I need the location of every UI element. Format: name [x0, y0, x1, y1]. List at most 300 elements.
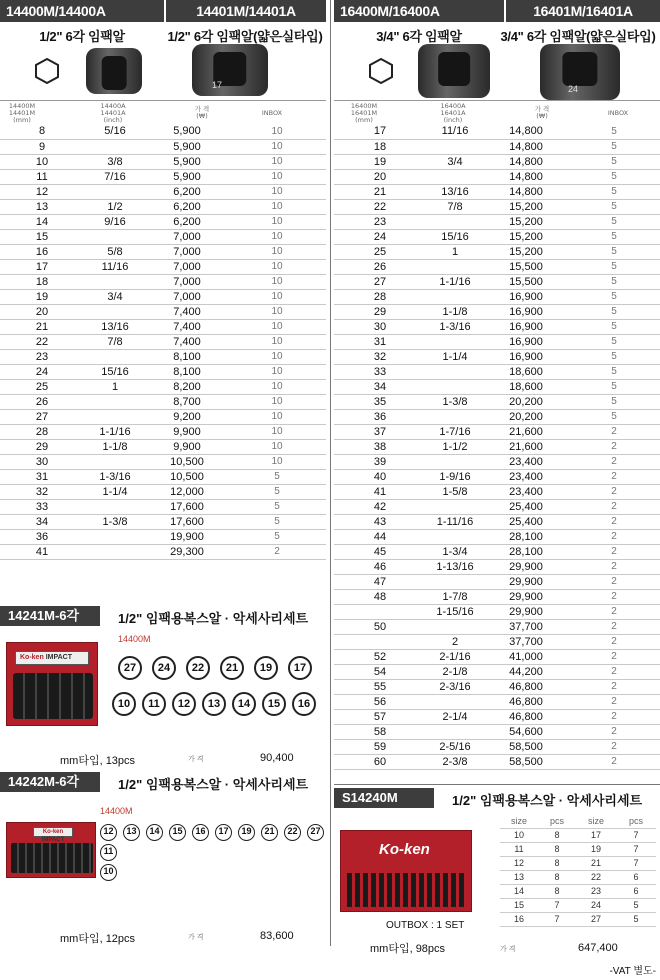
table-row [334, 589, 660, 604]
price-cell: 16,900 [484, 304, 568, 319]
price-cell: 15,500 [484, 259, 568, 274]
price-cell: 8,100 [146, 349, 228, 364]
table-row [0, 364, 326, 379]
set2-case-image [6, 822, 96, 878]
inbox-cell: 10 [228, 319, 326, 334]
table-row [0, 529, 326, 544]
inbox-cell: 5 [568, 124, 660, 139]
table-row [334, 649, 660, 664]
table-row [0, 409, 326, 424]
size-mm-cell: 13 [0, 199, 84, 214]
set3-price-label: 가 격 [500, 946, 516, 953]
right-header-16400: 16400M/16400A [334, 0, 504, 22]
pcs-cell: 7 [616, 856, 656, 870]
table-row [0, 439, 326, 454]
size-inch-cell: 1-7/16 [426, 424, 484, 439]
size-mm-cell: 22 [334, 199, 426, 214]
size-mm-cell: 34 [0, 514, 84, 529]
size-inch-cell [84, 499, 146, 514]
pcs-cell: 8 [538, 884, 576, 898]
size-mm-cell: 47 [334, 574, 426, 589]
set1-price-label: 가 격 [188, 756, 204, 763]
inbox-cell: 5 [228, 484, 326, 499]
table-row [334, 169, 660, 184]
size-mm-cell: 26 [334, 259, 426, 274]
table-row [334, 454, 660, 469]
size-cell: 15 [500, 898, 538, 912]
table-row [0, 514, 326, 529]
table-row [334, 499, 660, 514]
size-mm-cell: 26 [0, 394, 84, 409]
size-mm-cell: 20 [0, 304, 84, 319]
size-inch-cell [84, 529, 146, 544]
size-mm-cell: 37 [334, 424, 426, 439]
socket-size-badge: 14 [232, 692, 256, 716]
price-cell: 16,900 [484, 289, 568, 304]
inbox-cell: 2 [568, 709, 660, 724]
size-mm-cell: 41 [0, 544, 84, 559]
price-cell: 7,000 [146, 274, 228, 289]
size-inch-cell [84, 394, 146, 409]
set1-case-image [6, 642, 98, 726]
table-row [0, 469, 326, 484]
size-mm-cell: 24 [334, 229, 426, 244]
set3-title: 1/2" 임팩용복스알 · 악세사리세트 [452, 793, 643, 808]
socket-size-badge: 19 [238, 824, 255, 841]
size-inch-cell: 1-9/16 [426, 469, 484, 484]
price-cell: 6,200 [146, 184, 228, 199]
inbox-cell: 10 [228, 409, 326, 424]
inbox-cell: 10 [228, 259, 326, 274]
pcs-cell: 7 [538, 912, 576, 926]
inbox-cell: 10 [228, 394, 326, 409]
brand-label: Ko-ken IMPACT [33, 827, 73, 837]
socket-size-badge: 27 [118, 656, 142, 680]
price-cell: 29,900 [484, 604, 568, 619]
price-cell: 46,800 [484, 709, 568, 724]
socket-size-badge: 10 [112, 692, 136, 716]
price-cell: 14,800 [484, 184, 568, 199]
socket-size-badge: 19 [254, 656, 278, 680]
inbox-cell: 5 [228, 499, 326, 514]
price-cell: 5,900 [146, 124, 228, 139]
table-row [0, 169, 326, 184]
size-inch-cell [426, 289, 484, 304]
inbox-cell: 5 [568, 139, 660, 154]
size-inch-cell: 2-3/16 [426, 679, 484, 694]
inbox-cell: 2 [568, 424, 660, 439]
size-mm-cell: 21 [334, 184, 426, 199]
inbox-cell: 10 [228, 349, 326, 364]
socket-size-badge: 17 [215, 824, 232, 841]
size-inch-cell: 1-1/4 [426, 349, 484, 364]
inbox-cell: 10 [228, 424, 326, 439]
set3-price: 647,400 [578, 942, 618, 954]
table-row [0, 244, 326, 259]
size-mm-cell: 32 [0, 484, 84, 499]
size-cell: 12 [500, 856, 538, 870]
size-mm-cell: 12 [0, 184, 84, 199]
table-row [500, 898, 656, 912]
size-inch-cell: 11/16 [426, 124, 484, 139]
price-cell: 5,900 [146, 139, 228, 154]
inbox-cell: 5 [568, 304, 660, 319]
size-inch-cell: 15/16 [84, 364, 146, 379]
price-cell: 15,500 [484, 274, 568, 289]
set2-code: 14242M-6각 [0, 772, 100, 792]
table-row [0, 289, 326, 304]
table-row [334, 634, 660, 649]
size-inch-cell: 1/2 [84, 199, 146, 214]
size-mm-cell: 27 [334, 274, 426, 289]
size-inch-cell: 2-1/8 [426, 664, 484, 679]
size-cell: 13 [500, 870, 538, 884]
price-cell: 58,500 [484, 739, 568, 754]
table-row [334, 334, 660, 349]
price-cell: 25,400 [484, 514, 568, 529]
size-cell: 16 [500, 912, 538, 926]
size-mm-cell: 9 [0, 139, 84, 154]
size-inch-cell: 1-3/16 [426, 319, 484, 334]
price-cell: 14,800 [484, 154, 568, 169]
size-mm-cell: 28 [0, 424, 84, 439]
inbox-cell: 2 [568, 589, 660, 604]
price-cell: 20,200 [484, 394, 568, 409]
table-row [334, 304, 660, 319]
table-row [0, 334, 326, 349]
inbox-cell: 2 [568, 739, 660, 754]
set1-code: 14241M-6각 [0, 606, 100, 626]
table-row [334, 529, 660, 544]
price-cell: 28,100 [484, 544, 568, 559]
left-header-14400: 14400M/14400A [0, 0, 164, 22]
socket-image-14400 [86, 48, 142, 94]
inbox-cell: 10 [228, 229, 326, 244]
size-mm-cell: 57 [334, 709, 426, 724]
size-cell: 23 [576, 884, 616, 898]
inbox-cell: 10 [228, 364, 326, 379]
size-inch-cell: 3/4 [84, 289, 146, 304]
table-row [0, 319, 326, 334]
size-inch-cell [426, 409, 484, 424]
inbox-cell: 5 [568, 229, 660, 244]
table-row [334, 424, 660, 439]
size-inch-cell [426, 214, 484, 229]
size-mm-cell: 45 [334, 544, 426, 559]
hexagon-icon [34, 58, 60, 84]
size-inch-cell [426, 259, 484, 274]
left-header-14401: 14401M/14401A [166, 0, 326, 22]
size-mm-cell: 24 [0, 364, 84, 379]
price-cell: 23,400 [484, 454, 568, 469]
inbox-cell: 2 [568, 619, 660, 634]
table-row [334, 289, 660, 304]
set1-model: 14400M [118, 634, 151, 644]
hexagon-icon [368, 58, 394, 84]
size-inch-cell: 1-3/8 [84, 514, 146, 529]
price-cell: 23,400 [484, 469, 568, 484]
table-row [0, 184, 326, 199]
price-cell: 29,900 [484, 589, 568, 604]
size-mm-cell: 50 [334, 619, 426, 634]
price-cell: 29,900 [484, 574, 568, 589]
size-inch-cell: 2 [426, 634, 484, 649]
inbox-cell: 10 [228, 184, 326, 199]
size-inch-cell: 15/16 [426, 229, 484, 244]
pcs-cell: 8 [538, 856, 576, 870]
table-row [0, 544, 326, 559]
price-cell: 7,000 [146, 229, 228, 244]
size-inch-cell: 2-1/4 [426, 709, 484, 724]
size-inch-cell: 1-15/16 [426, 604, 484, 619]
size-mm-cell: 18 [334, 139, 426, 154]
inbox-cell: 10 [228, 289, 326, 304]
price-cell: 19,900 [146, 529, 228, 544]
inbox-cell: 5 [568, 199, 660, 214]
socket-size-badge: 14 [146, 824, 163, 841]
table-row [334, 709, 660, 724]
inbox-cell: 2 [568, 514, 660, 529]
table-row [334, 124, 660, 139]
inbox-cell: 2 [228, 544, 326, 559]
price-cell: 23,400 [484, 484, 568, 499]
pcs-cell: 8 [538, 828, 576, 842]
table-row [334, 244, 660, 259]
inbox-cell: 10 [228, 274, 326, 289]
price-cell: 58,500 [484, 754, 568, 769]
size-inch-cell: 1-11/16 [426, 514, 484, 529]
inbox-cell: 2 [568, 754, 660, 769]
price-cell: 17,600 [146, 499, 228, 514]
size-inch-cell: 13/16 [426, 184, 484, 199]
size-inch-cell: 1-5/8 [426, 484, 484, 499]
size-inch-cell [84, 349, 146, 364]
size-inch-cell: 1-1/8 [426, 304, 484, 319]
size-mm-cell: 14 [0, 214, 84, 229]
size-mm-cell [334, 634, 426, 649]
price-cell: 7,400 [146, 319, 228, 334]
table-row [500, 870, 656, 884]
size-mm-cell: 58 [334, 724, 426, 739]
table-row [500, 884, 656, 898]
pcs-cell: 6 [616, 884, 656, 898]
price-cell: 10,500 [146, 454, 228, 469]
size-mm-cell: 30 [0, 454, 84, 469]
inbox-cell: 2 [568, 604, 660, 619]
table-row [334, 394, 660, 409]
socket-size-badge: 17 [288, 656, 312, 680]
socket-image-16400 [418, 44, 490, 98]
size-inch-cell: 1-1/4 [84, 484, 146, 499]
col-header-mm: 14400M 14401M (mm) [8, 102, 36, 124]
socket-size-badge: 10 [100, 864, 117, 881]
socket-size-badge: 13 [123, 824, 140, 841]
pcs-cell: 7 [616, 842, 656, 856]
size-mm-cell: 38 [334, 439, 426, 454]
table-row [0, 349, 326, 364]
left-subtitle-1: 1/2" 6각 임팩알 [39, 29, 125, 44]
size-inch-cell: 3/8 [84, 154, 146, 169]
price-cell: 7,400 [146, 334, 228, 349]
price-cell: 37,700 [484, 634, 568, 649]
pcs-cell: 7 [538, 898, 576, 912]
set2-price: 83,600 [260, 930, 294, 942]
size-inch-cell [426, 529, 484, 544]
price-cell: 20,200 [484, 409, 568, 424]
size-inch-cell: 1-1/8 [84, 439, 146, 454]
set3-size-table [500, 814, 656, 927]
socket-size-badge: 15 [169, 824, 186, 841]
inbox-cell: 2 [568, 499, 660, 514]
socket-size-badge: 22 [284, 824, 301, 841]
right-subtitle-1: 3/4" 6각 임팩알 [376, 29, 462, 44]
inbox-cell: 2 [568, 649, 660, 664]
price-cell: 6,200 [146, 199, 228, 214]
set3-code: S14240M [334, 788, 434, 808]
inbox-cell: 2 [568, 439, 660, 454]
size-mm-cell: 29 [0, 439, 84, 454]
price-cell: 9,900 [146, 439, 228, 454]
socket-size-badge: 13 [202, 692, 226, 716]
price-cell: 8,700 [146, 394, 228, 409]
table-row [0, 199, 326, 214]
table-row [0, 499, 326, 514]
table-row [334, 439, 660, 454]
table-row [334, 409, 660, 424]
left-price-table [0, 124, 326, 560]
size-cell: 10 [500, 828, 538, 842]
brand-logo: Ko-ken [379, 841, 430, 858]
inbox-cell: 10 [228, 334, 326, 349]
size-mm-cell: 46 [334, 559, 426, 574]
size-inch-cell: 5/16 [84, 124, 146, 139]
socket-label: 17 [212, 80, 223, 90]
price-cell: 18,600 [484, 364, 568, 379]
socket-size-badge: 16 [192, 824, 209, 841]
size-mm-cell: 60 [334, 754, 426, 769]
table-row [500, 828, 656, 842]
table-row [334, 724, 660, 739]
size-mm-cell: 36 [334, 409, 426, 424]
inbox-cell: 10 [228, 304, 326, 319]
size-inch-cell [426, 364, 484, 379]
price-cell: 15,200 [484, 244, 568, 259]
table-row [0, 274, 326, 289]
socket-label: 24 [568, 84, 579, 94]
inbox-cell: 2 [568, 484, 660, 499]
size-mm-cell: 54 [334, 664, 426, 679]
table-row [500, 856, 656, 870]
socket-size-badge: 24 [152, 656, 176, 680]
size-cell: 27 [576, 912, 616, 926]
price-cell: 9,900 [146, 424, 228, 439]
pcs-cell: 5 [616, 912, 656, 926]
right-header-16401: 16401M/16401A [506, 0, 660, 22]
size-mm-cell: 28 [334, 289, 426, 304]
size-inch-cell [84, 304, 146, 319]
size-mm-cell: 52 [334, 649, 426, 664]
price-cell: 16,900 [484, 349, 568, 364]
price-cell: 7,000 [146, 289, 228, 304]
size-mm-cell: 33 [334, 364, 426, 379]
table-row [334, 379, 660, 394]
price-cell: 15,200 [484, 229, 568, 244]
price-cell: 37,700 [484, 619, 568, 634]
size-inch-cell [426, 169, 484, 184]
size-mm-cell: 23 [334, 214, 426, 229]
col-pcs: pcs [538, 814, 576, 828]
inbox-cell: 5 [568, 394, 660, 409]
pcs-cell: 8 [538, 842, 576, 856]
size-inch-cell [84, 454, 146, 469]
table-row [0, 424, 326, 439]
price-cell: 44,200 [484, 664, 568, 679]
price-cell: 41,000 [484, 649, 568, 664]
size-mm-cell: 17 [334, 124, 426, 139]
inbox-cell: 2 [568, 469, 660, 484]
size-mm-cell: 19 [0, 289, 84, 304]
table-row [0, 484, 326, 499]
price-cell: 7,400 [146, 304, 228, 319]
inbox-cell: 2 [568, 679, 660, 694]
inbox-cell: 5 [568, 379, 660, 394]
size-cell: 22 [576, 870, 616, 884]
size-mm-cell: 11 [0, 169, 84, 184]
size-mm-cell: 27 [0, 409, 84, 424]
size-mm-cell: 35 [334, 394, 426, 409]
size-inch-cell: 2-5/16 [426, 739, 484, 754]
inbox-cell: 10 [228, 454, 326, 469]
size-inch-cell [84, 544, 146, 559]
inbox-cell: 2 [568, 454, 660, 469]
col-header-price: 가 격 (₩) [194, 105, 210, 120]
col-header-inch: 16400A 16401A (inch) [440, 102, 466, 124]
price-cell: 14,800 [484, 124, 568, 139]
inbox-cell: 2 [568, 544, 660, 559]
size-inch-cell [426, 724, 484, 739]
pcs-cell: 6 [616, 870, 656, 884]
set1-price: 90,400 [260, 752, 294, 764]
size-mm-cell: 59 [334, 739, 426, 754]
brand-label: Ko-ken IMPACT [15, 651, 89, 665]
size-mm-cell: 56 [334, 694, 426, 709]
socket-size-badge: 11 [100, 844, 117, 861]
size-mm-cell [334, 604, 426, 619]
size-inch-cell [426, 574, 484, 589]
inbox-cell: 5 [568, 154, 660, 169]
table-row [334, 349, 660, 364]
set2-model: 14400M [100, 806, 133, 816]
size-mm-cell: 44 [334, 529, 426, 544]
size-inch-cell: 5/8 [84, 244, 146, 259]
socket-size-badge: 27 [307, 824, 324, 841]
left-subtitle-2: 1/2" 6각 임팩알(얇은실타입) [167, 29, 323, 44]
price-cell: 14,800 [484, 139, 568, 154]
size-mm-cell: 18 [0, 274, 84, 289]
price-cell: 14,800 [484, 169, 568, 184]
set1-description: mm타입, 13pcs [60, 755, 136, 767]
size-inch-cell: 9/16 [84, 214, 146, 229]
table-row [334, 514, 660, 529]
table-row [334, 274, 660, 289]
vat-footer: -VAT 별도- [609, 966, 656, 977]
table-row [0, 139, 326, 154]
size-mm-cell: 15 [0, 229, 84, 244]
inbox-cell: 2 [568, 574, 660, 589]
inbox-cell: 5 [568, 334, 660, 349]
col-header-price: 가 격 (₩) [534, 105, 550, 120]
socket-size-badge: 11 [142, 692, 166, 716]
